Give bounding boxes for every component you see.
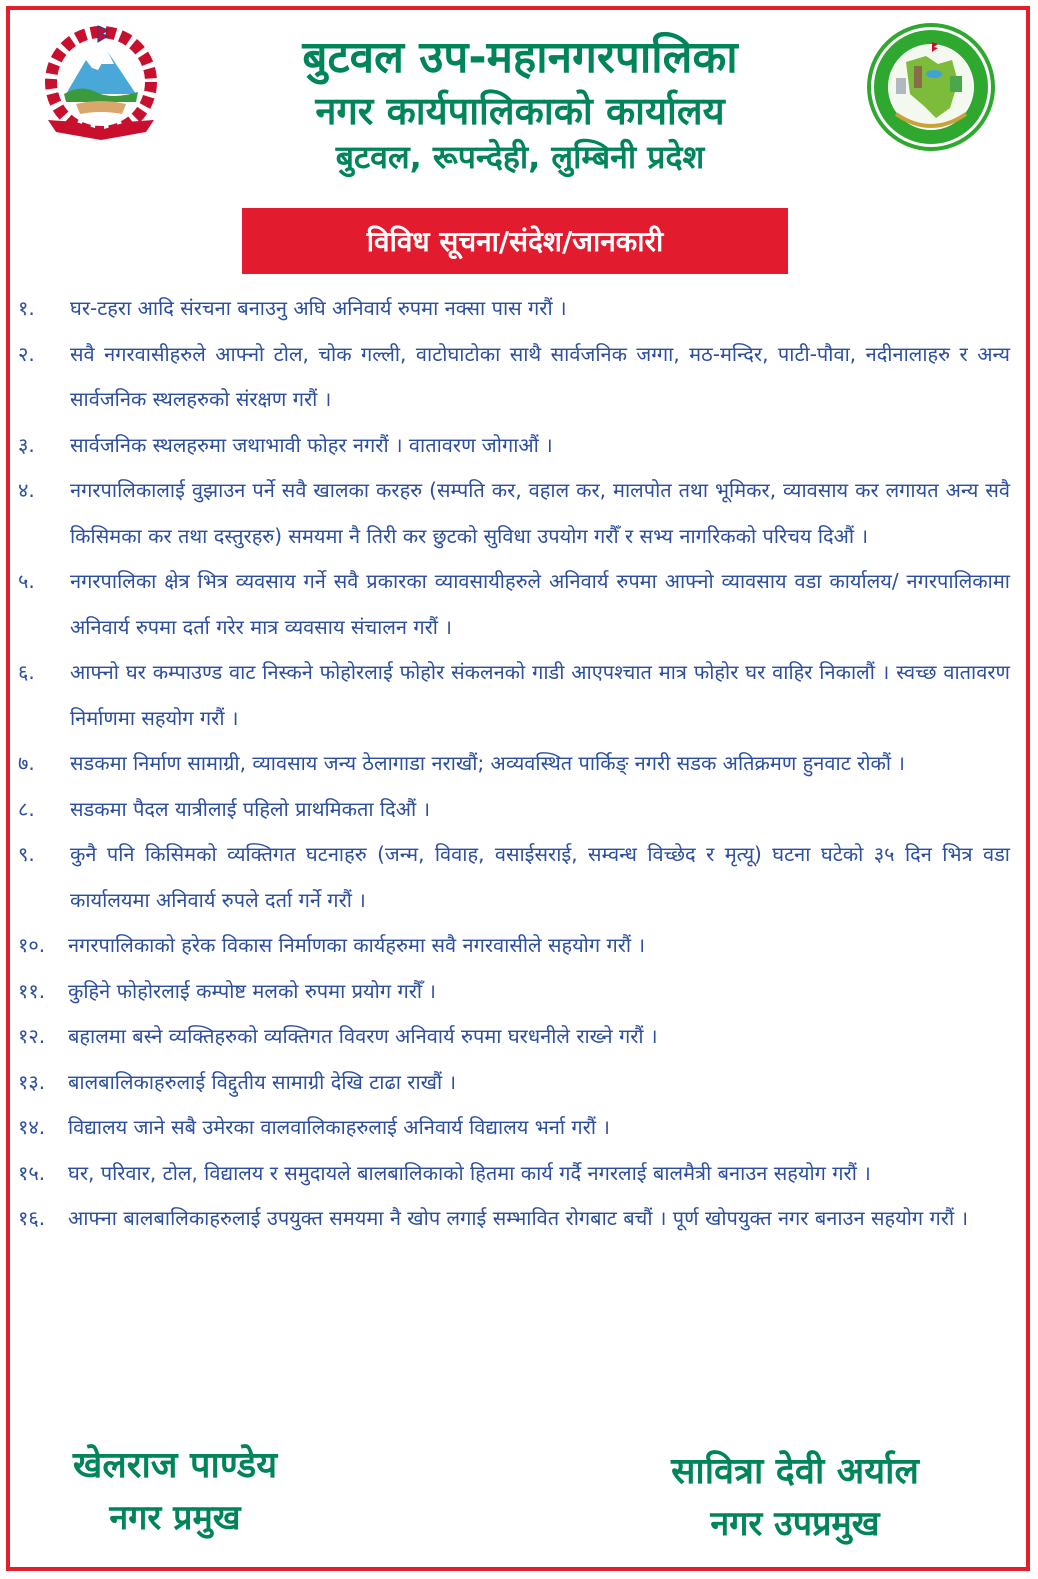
notice-text: बहालमा बस्ने व्यक्तिहरुको व्यक्तिगत विवरण अनिवार्य रुपमा घरधनीले राख्ने गरौं ।	[68, 1024, 658, 1048]
notice-item	[18, 332, 1018, 423]
notice-number: २.	[18, 341, 35, 366]
notice-number: १०.	[18, 933, 46, 957]
nepal-emblem-icon	[36, 22, 166, 152]
notice-text: आफ्ना बालबालिकाहरुलाई उपयुक्त समयमा नै खोप लगाई सम्भावित रोगबाट बचौं । पूर्ण खोपयुक्त नगर बनाउन सहयोग गरौं ।	[68, 1206, 969, 1230]
notice-number: ३.	[18, 432, 35, 457]
notice-item	[18, 1196, 1018, 1242]
notice-number: १५.	[18, 1160, 46, 1185]
location-line: बुटवल, रूपन्देही, लुम्बिनी प्रदेश	[335, 138, 705, 176]
notice-item	[18, 969, 1018, 1015]
notice-item	[18, 1105, 1018, 1151]
notice-number: ११.	[18, 978, 46, 1003]
signatory-mayor	[20, 1440, 330, 1544]
notice-list	[18, 286, 1018, 1242]
notice-text: कुनै पनि किसिमको व्यक्तिगत घटनाहरु (जन्म, विवाह, वसाईसराई, सम्वन्ध विच्छेद र मृत्यू) घटना घटेको ३५ दिन भित्र वडा कार्यालयमा अनिवार्य रुपले दर्ता गर्ने गरौं ।	[70, 842, 1010, 912]
municipality-seal-icon	[866, 22, 996, 152]
notice-number: ९.	[18, 842, 35, 866]
notice-item	[18, 286, 1018, 332]
notice-number: १३.	[18, 1069, 46, 1094]
notice-item	[18, 423, 1018, 469]
notice-banner	[242, 208, 788, 274]
deputy-mayor-name: सावित्रा देवी अर्याल	[671, 1451, 919, 1492]
notice-text: सार्वजनिक स्थलहरुमा जथाभावी फोहर नगरौं । वातावरण जोगाऔं ।	[70, 432, 553, 457]
mayor-name: खेलराज पाण्डेय	[72, 1445, 278, 1486]
notice-text: सवै नगरवासीहरुले आफ्नो टोल, चोक गल्ली, वाटोघाटोका साथै सार्वजनिक जग्गा, मठ-मन्दिर, पाटी-पौवा, नदीनालाहरु र अन्य सार्वजनिक स्थलहरुको संरक्षण गरौं ।	[70, 341, 1010, 411]
notice-item	[18, 468, 1018, 559]
notice-text: कुहिने फोहोरलाई कम्पोष्ट मलको रुपमा प्रयोग गरौँ ।	[68, 978, 437, 1003]
notice-text: नगरपालिकालाई वुझाउन पर्ने सवै खालका करहरु (सम्पति कर, वहाल कर, मालपोत तथा भूमिकर, व्यावसाय कर लगायत अन्य सवै किसिमका कर तथा दस्तुरहरु) समयमा नै तिरी कर छुटको सुविधा उपयोग गरौँ र सभ्य नागरिकको परिचय दिऔं ।	[70, 478, 1010, 548]
notice-number: ५.	[18, 569, 35, 593]
notice-text: सडकमा पैदल यात्रीलाई पहिलो प्राथमिकता दिऔं ।	[70, 796, 431, 821]
municipality-title: बुटवल उप-महानगरपालिका	[302, 32, 738, 83]
notice-text: नगरपालिका क्षेत्र भित्र व्यवसाय गर्ने सवै प्रकारका व्यावसायीहरुले अनिवार्य रुपमा आफ्नो व्यावसाय वडा कार्यालय/ नगरपालिकामा अनिवार्य रुपमा दर्ता गरेर मात्र व्यवसाय संचालन गरौं ।	[70, 569, 1010, 639]
notice-item	[18, 1014, 1018, 1060]
notice-number: १२.	[18, 1024, 46, 1048]
notice-number: ७.	[18, 751, 35, 775]
notice-number: ६.	[18, 660, 35, 684]
notice-text: आफ्नो घर कम्पाउण्ड वाट निस्कने फोहोरलाई फोहोर संकलनको गाडी आएपश्चात मात्र फोहोर घर वाहिर निकालौं । स्वच्छ वातावरण निर्माणमा सहयोग गरौं ।	[70, 660, 1010, 730]
deputy-mayor-role: नगर उपप्रमुख	[710, 1504, 880, 1544]
notice-text: विद्यालय जाने सबै उमेरका वालवालिकाहरुलाई अनिवार्य विद्यालय भर्ना गरौं ।	[68, 1115, 610, 1139]
notice-text: घर, परिवार, टोल, विद्यालय र समुदायले बालबालिकाको हितमा कार्य गर्दै नगरलाई बालमैत्री बनाउन सहयोग गरौं ।	[68, 1160, 871, 1185]
signatory-deputy-mayor	[620, 1446, 970, 1550]
notice-text: घर-टहरा आदि संरचना बनाउनु अघि अनिवार्य रुपमा नक्सा पास गरौं ।	[70, 296, 567, 320]
notice-item	[18, 650, 1018, 741]
notice-item	[18, 923, 1018, 969]
notice-text: बालबालिकाहरुलाई विद्दुतीय सामाग्री देखि टाढा राखौं ।	[68, 1069, 457, 1094]
notice-number: ४.	[18, 478, 35, 502]
notice-item	[18, 559, 1018, 650]
notice-item	[18, 1060, 1018, 1106]
notice-number: ८.	[18, 796, 35, 821]
notice-item	[18, 741, 1018, 787]
notice-number: १.	[18, 296, 35, 320]
office-title: नगर कार्यपालिकाको कार्यालय	[315, 89, 725, 133]
notice-number: १४.	[18, 1115, 46, 1139]
notice-item	[18, 787, 1018, 833]
notice-text: सडकमा निर्माण सामाग्री, व्यावसाय जन्य ठेलागाडा नराखौं; अव्यवस्थित पार्किङ् नगरी सडक अतिक्रमण हुनवाट रोकौं ।	[70, 751, 905, 775]
mayor-role: नगर प्रमुख	[109, 1498, 241, 1538]
banner-label: विविध सूचना/संदेश/जानकारी	[366, 225, 664, 258]
page-header	[180, 30, 860, 178]
notice-number: १६.	[18, 1206, 46, 1230]
notice-text: नगरपालिकाको हरेक विकास निर्माणका कार्यहरुमा सवै नगरवासीले सहयोग गरौं ।	[68, 933, 646, 957]
notice-item	[18, 832, 1018, 923]
notice-item	[18, 1151, 1018, 1197]
